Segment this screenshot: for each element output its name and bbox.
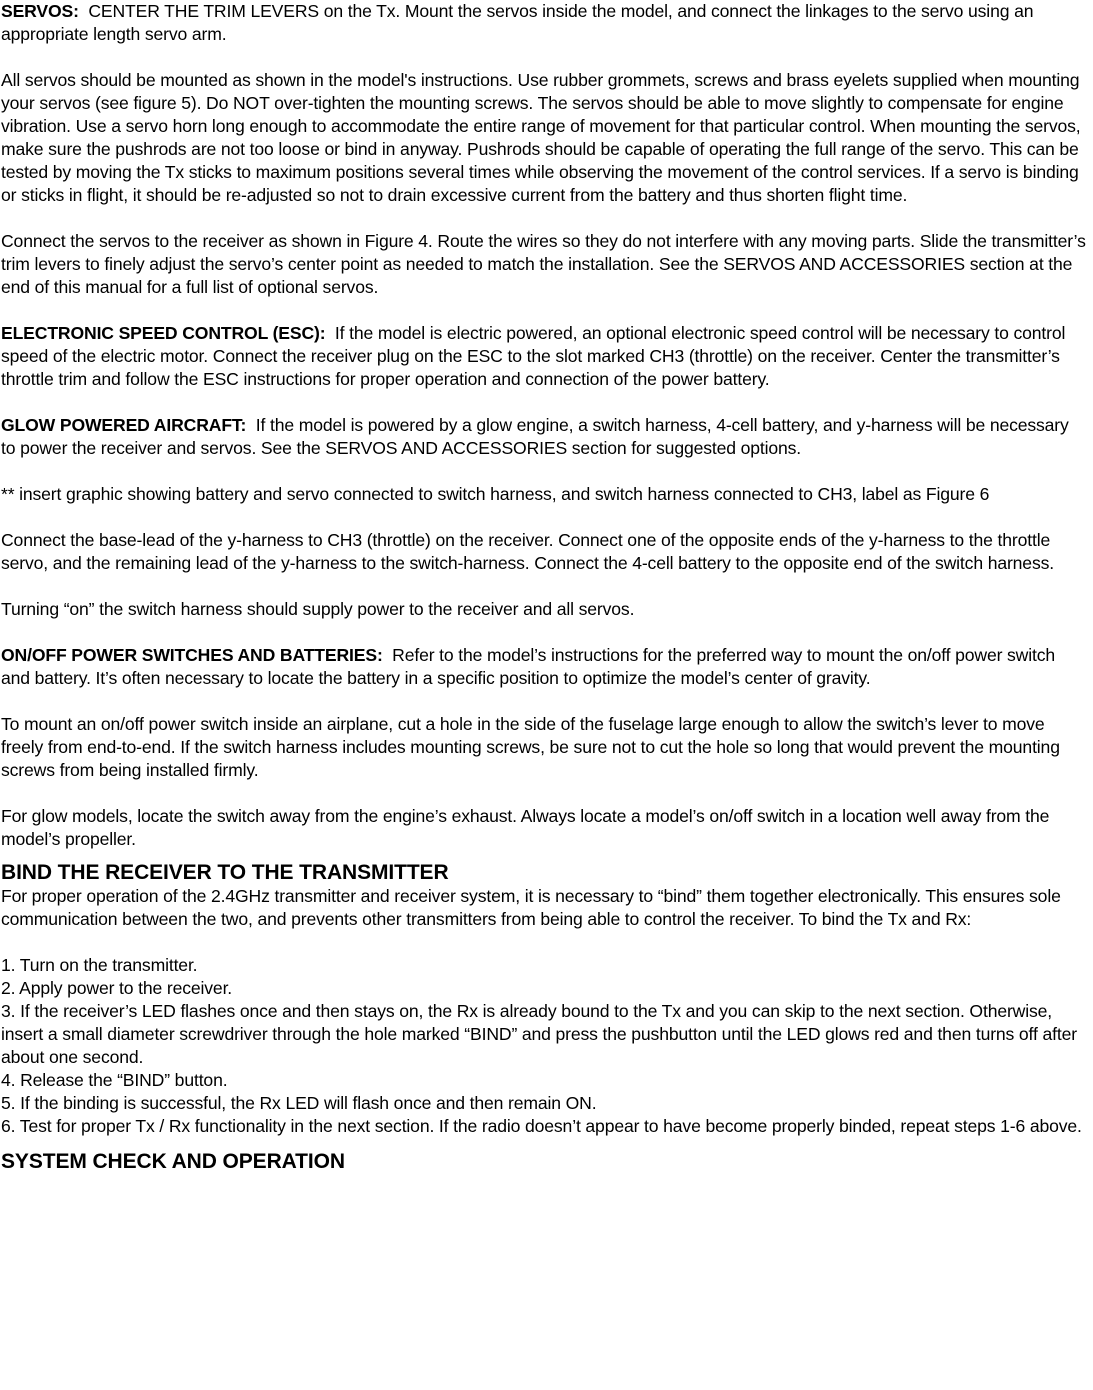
bind-step: 1. Turn on the transmitter.	[1, 955, 198, 975]
servos-text: CENTER THE TRIM LEVERS on the Tx. Mount the servos inside the model, and connect the linkages to the servo using an appropriate length servo arm.	[1, 1, 1034, 44]
bind-step: 4. Release the “BIND” button.	[1, 1070, 228, 1090]
servos-lead: SERVOS:	[1, 1, 79, 21]
turning-on-paragraph: Turning “on” the switch harness should supply power to the receiver and all servos.	[1, 599, 635, 619]
bind-step: 3. If the receiver’s LED flashes once and then stays on, the Rx is already bound to the Tx and you can skip to the next section. Otherwise, insert a small diameter screwdriver through the hole marked “BIND” and press the pushbutton until the LED glows red and then turns off after about one second.	[1, 1001, 1077, 1067]
esc-text: If the model is electric powered, an optional electronic speed control will be necessary to control speed of the electric motor. Connect the receiver plug on the ESC to the slot marked CH3 (throttle) on the receiver. Center the transmitter’s throttle trim and follow the ESC instructions for proper operation and connection of the power battery.	[1, 323, 1066, 389]
glow-lead: GLOW POWERED AIRCRAFT:	[1, 415, 247, 435]
servos-paragraph	[1, 0, 1086, 46]
onoff-lead: ON/OFF POWER SWITCHES AND BATTERIES:	[1, 645, 383, 665]
glow-models-paragraph: For glow models, locate the switch away from the engine’s exhaust. Always locate a model’s on/off switch in a location well away from the model’s propeller.	[1, 806, 1050, 849]
insert-graphic-note: ** insert graphic showing battery and servo connected to switch harness, and switch harness connected to CH3, label as Figure 6	[1, 484, 990, 504]
glow-paragraph	[1, 414, 1086, 460]
bind-step: 2. Apply power to the receiver.	[1, 978, 233, 998]
yharness-paragraph: Connect the base-lead of the y-harness to CH3 (throttle) on the receiver. Connect one of the opposite ends of the y-harness to the throttle servo, and the remaining lead of the y-harness to the switch-harness. Connect the 4-cell battery to the opposite end of the switch harness.	[1, 530, 1054, 573]
bind-steps-list	[1, 954, 1086, 1138]
mount-switch-paragraph: To mount an on/off power switch inside an airplane, cut a hole in the side of the fuselage large enough to allow the switch’s lever to move freely from end-to-end. If the switch harness includes mounting screws, be sure not to cut the hole so long that would prevent the mounting screws from being installed firmly.	[1, 714, 1060, 780]
bind-step: 5. If the binding is successful, the Rx LED will flash once and then remain ON.	[1, 1093, 597, 1113]
onoff-text: Refer to the model’s instructions for the preferred way to mount the on/off power switch and battery. It’s often necessary to locate the battery in a specific position to optimize the model’s center of gravity.	[1, 645, 1056, 688]
bind-heading: BIND THE RECEIVER TO THE TRANSMITTER	[1, 861, 449, 884]
servos-mounting-paragraph: All servos should be mounted as shown in the model's instructions. Use rubber grommets, screws and brass eyelets supplied when mounting your servos (see figure 5). Do NOT over-tighten the mounting screws. The servos should be able to move slightly to compensate for engine vibration. Use a servo horn long enough to accommodate the entire range of movement for that particular control. When mounting the servos, make sure the pushrods are not too loose or bind in anyway. Pushrods should be capable of operating the full range of the servo. This can be tested by moving the Tx sticks to maximum positions several times while observing the movement of the control services. If a servo is binding or sticks in flight, it should be re-adjusted so not to drain excessive current from the battery and thus shorten flight time.	[1, 70, 1081, 205]
bind-intro: For proper operation of the 2.4GHz transmitter and receiver system, it is necessary to “bind” them together electronically. This ensures sole communication between the two, and prevents other transmitters from being able to control the receiver. To bind the Tx and Rx:	[1, 886, 1061, 929]
esc-paragraph	[1, 322, 1086, 391]
onoff-paragraph	[1, 644, 1086, 690]
system-check-heading: SYSTEM CHECK AND OPERATION	[1, 1150, 345, 1173]
esc-lead: ELECTRONIC SPEED CONTROL (ESC):	[1, 323, 326, 343]
bind-step: 6. Test for proper Tx / Rx functionality in the next section. If the radio doesn’t appear to have become properly binded, repeat steps 1-6 above.	[1, 1116, 1082, 1136]
servos-connect-paragraph: Connect the servos to the receiver as shown in Figure 4. Route the wires so they do not interfere with any moving parts. Slide the transmitter’s trim levers to finely adjust the servo’s center point as needed to match the installation. See the SERVOS AND ACCESSORIES section at the end of this manual for a full list of optional servos.	[1, 231, 1086, 297]
glow-text: If the model is powered by a glow engine, a switch harness, 4-cell battery, and y-harness will be necessary to power the receiver and servos. See the SERVOS AND ACCESSORIES section for suggested options.	[1, 415, 1069, 458]
